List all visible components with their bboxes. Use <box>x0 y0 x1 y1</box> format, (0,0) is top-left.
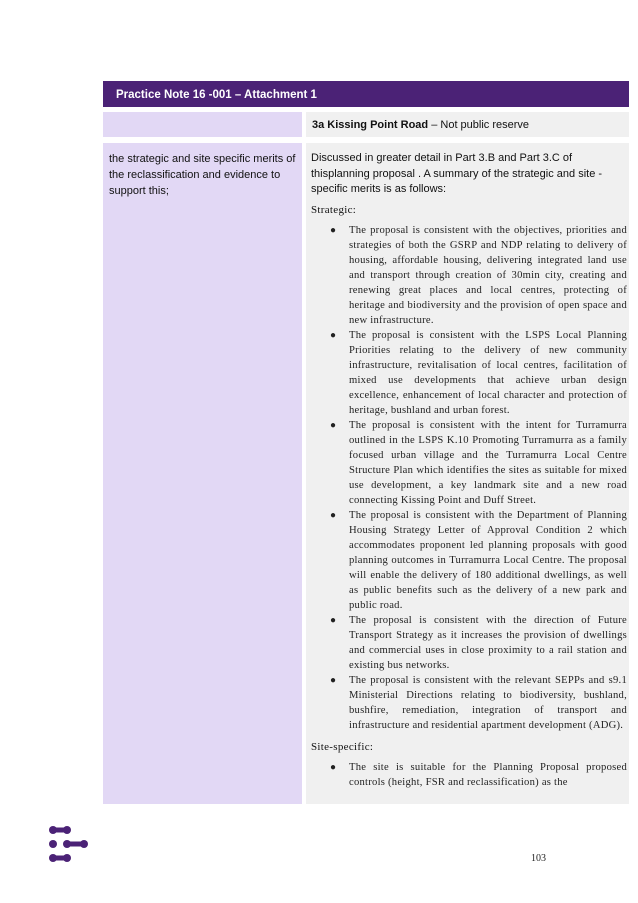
list-item <box>311 328 627 418</box>
list-item <box>311 223 627 328</box>
bullet-icon: ● <box>330 614 337 626</box>
attachment-banner <box>103 81 629 107</box>
bullet-icon: ● <box>330 329 337 341</box>
criteria-text: the strategic and site specific merits of the reclassification and evidence to support this; <box>109 153 296 197</box>
table-header-left-cell <box>103 112 302 137</box>
site-specific-heading: Site-specific: <box>311 740 374 753</box>
site-name: 3a Kissing Point Road <box>312 119 429 131</box>
list-item-text: The proposal is consistent with the LSPS Local Planning Priorities relating to the delivery of new community infrastructure, revitalisation of local centres, facilitation of mixed use developments that achieve urban design excellence, enhancement of local character and protection of heritage, bushland and urban forest. <box>349 329 627 416</box>
strategic-list <box>311 223 627 733</box>
council-logo-icon <box>48 826 90 862</box>
list-item <box>311 418 627 508</box>
site-specific-list <box>311 760 627 790</box>
list-item-text: The proposal is consistent with the relevant SEPPs and s9.1 Ministerial Directions relating to biodiversity, bushland, bushfire, remediation, integration of transport and infrastructure and residential apartment development (ADG). <box>349 674 627 731</box>
page-number: 103 <box>531 853 546 864</box>
table-header-right-cell <box>306 112 629 137</box>
bullet-icon: ● <box>330 224 337 236</box>
list-item-text: The site is suitable for the Planning Proposal proposed controls (height, FSR and reclassification) as the <box>349 761 627 788</box>
bullet-icon: ● <box>330 509 337 521</box>
bullet-icon: ● <box>330 419 337 431</box>
list-item-text: The proposal is consistent with the intent for Turramurra outlined in the LSPS K.10 Promoting Turramurra as a family focused urban village and the Turramurra Local Centre Structure Plan which identifies the sites as suitable for mixed use development, a key landmark site and a new road connecting Kissing Point and Duff Street. <box>349 419 627 506</box>
bullet-icon: ● <box>330 761 337 773</box>
list-item <box>311 508 627 613</box>
list-item-text: The proposal is consistent with the objectives, priorities and strategies of both the GSRP and NDP relating to delivery of housing, affordable housing, delivering integrated land use and transport through creation of 30min city, creating and renewing great places and local centres, protecting of heritage and biodiversity and the provision of open space and new infrastructure. <box>349 224 627 326</box>
site-note: – Not public reserve <box>431 119 530 131</box>
strategic-heading: Strategic: <box>311 203 357 216</box>
list-item <box>311 760 627 790</box>
list-item <box>311 673 627 733</box>
list-item-text: The proposal is consistent with the direction of Future Transport Strategy as it increases the provision of dwellings and commercial uses in close proximity to a rail station and existing bus networks. <box>349 614 627 671</box>
response-intro: Discussed in greater detail in Part 3.B and Part 3.C of thisplanning proposal . A summary of the strategic and site -specific merits is as follows: <box>311 152 603 195</box>
list-item-text: The proposal is consistent with the Department of Planning Housing Strategy Letter of Approval Condition 2 which accommodates proponent led planning proposals with good planning outcomes in Turramurra Local Centre. The proposal will enable the delivery of 180 additional dwellings, as well as public benefits such as the delivery of a new park and public road. <box>349 509 627 611</box>
response-cell <box>306 143 629 804</box>
bullet-icon: ● <box>330 674 337 686</box>
list-item <box>311 613 627 673</box>
criteria-cell <box>103 143 302 804</box>
banner-title: Practice Note 16 -001 – Attachment 1 <box>116 89 317 101</box>
